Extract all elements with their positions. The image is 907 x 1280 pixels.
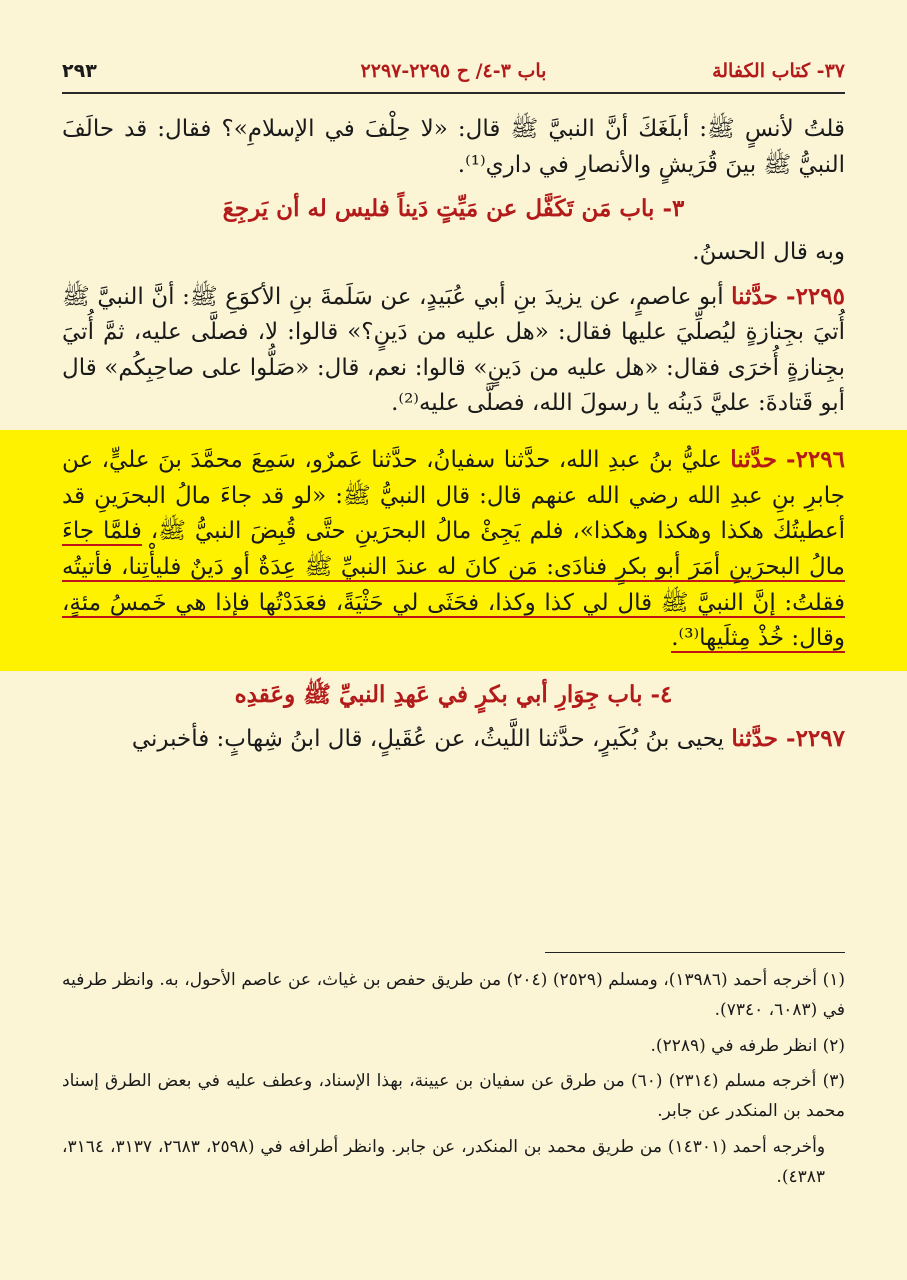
footnote-3-continued: وأخرجه أحمد (١٤٣٠١) من طريق محمد بن المنكدر، عن جابر. وانظر أطرافه في (٢٥٩٨، ٢٦٨٣، ٣١٣٧، ٣١٦٤، ٤٣٨٣). [62,1136,826,1187]
hadith-2296-text: عليُّ بنُ عبدِ الله، حدَّثنا سفيانُ، حدَّثنا عَمرٌو، سَمِعَ محمَّدَ بنَ عليٍّ، عن جابرِ بنِ عبدِ الله رضي الله عنهم قال: قال النبيُّ ﷺ: «لو قد جاءَ مالُ البحرَينِ قد أعطيتُكَ هكذا وهكذا وهكذا»، فلم يَجِئْ مالُ البحرَينِ حتَّى قُبِضَ النبيُّ ﷺ، [62,447,845,545]
footnotes [62,966,845,1198]
bab3-intro: وبه قال الحسنُ. [692,238,845,265]
page-header [62,56,845,94]
bab4-heading: ٤- باب جِوَارِ أبي بكرٍ في عَهدِ النبيِّ ﷺ وعَقدِه [234,680,673,708]
hadith-2296-label: ٢٢٩٦- حدَّثنا [730,446,845,474]
footnote-3: (٣) أخرجه مسلم (٢٣١٤) (٦٠) من طرق عن سفيان بن عيينة، بهذا الإسناد، وعطف عليه في بعض الطرق إسناد محمد بن المنكدر عن جابر. [62,1071,845,1121]
intro-paragraph: قلتُ لأنسٍ ﷺ: أبلَغَكَ أنَّ النبيَّ ﷺ قال: «لا حِلْفَ في الإسلامِ»؟ فقال: قد حالَفَ النبيُّ ﷺ بينَ قُرَيشٍ والأنصارِ في داري⁽¹⁾. [62,116,845,178]
hadith-2296-underlined-text: فلمَّا جاءَ مالُ البحرَينِ أمَرَ أبو بكرٍ فنادَى: مَن كانَ له عندَ النبيِّ ﷺ عِدَةٌ أو دَينٌ فليأْتِنا، فأتيتُه فقلتُ: إنَّ النبيَّ ﷺ قال لي كذا وكذا، فحَثَى لي حَثْيَةً، فعَدَدْتُها فإذا هي خَمسُ مئةٍ، وقال: خُذْ مِثلَيها⁽³⁾. [62,518,845,652]
bab3-heading: ٣- باب مَن تَكَفَّل عن مَيِّتٍ دَيناً فليس له أن يَرجِعَ [222,195,685,223]
hadith-2295 [62,279,845,423]
hadith-2297 [62,721,845,758]
hadith-2297-text: يحيى بنُ بُكَيرٍ، حدَّثنا اللَّيثُ، عن عُقَيلٍ، قال ابنُ شِهابٍ: فأخبرني [131,725,725,752]
footnote-2: (٢) انظر طرفه في (٢٢٨٩). [650,1035,845,1056]
chapter-reference: باب ٣-٤/ ح ٢٢٩٥-٢٢٩٧ [360,60,547,82]
book-title: ٣٧- كتاب الكفالة [712,60,845,82]
page-number: ٢٩٣ [62,60,97,82]
footnote-separator [545,952,845,953]
main-text [62,112,845,765]
footnote-1: (١) أخرجه أحمد (١٣٩٨٦)، ومسلم (٢٥٢٩) (٢٠٤) من طريق حفص بن غياث، عن عاصم الأحول، به. وانظر طرفيه في (٦٠٨٣، ٧٣٤٠). [62,970,846,1020]
highlighted-hadith-2296 [0,430,907,671]
hadith-2295-label: ٢٢٩٥- حدَّثنا [731,282,845,310]
hadith-2297-label: ٢٢٩٧- حدَّثنا [731,724,845,752]
hadith-2295-text: أبو عاصمٍ، عن يزيدَ بنِ أبي عُبَيدٍ، عن سَلَمةَ بنِ الأكوَعِ ﷺ: أنَّ النبيَّ ﷺ أُتيَ بجِنازةٍ ليُصلِّيَ عليها فقال: «هل عليه من دَينٍ؟» قالوا: لا، فصلَّى عليه، ثمَّ أُتيَ بجِنازةٍ أُخرَى فقال: «هل عليه من دَينٍ» قالوا: نعم، قال: «صَلُّوا على صاحِبِكُم» قال أبو قَتادةَ: عليَّ دَينُه يا رسولَ الله، فصلَّى عليه⁽²⁾. [62,283,845,417]
